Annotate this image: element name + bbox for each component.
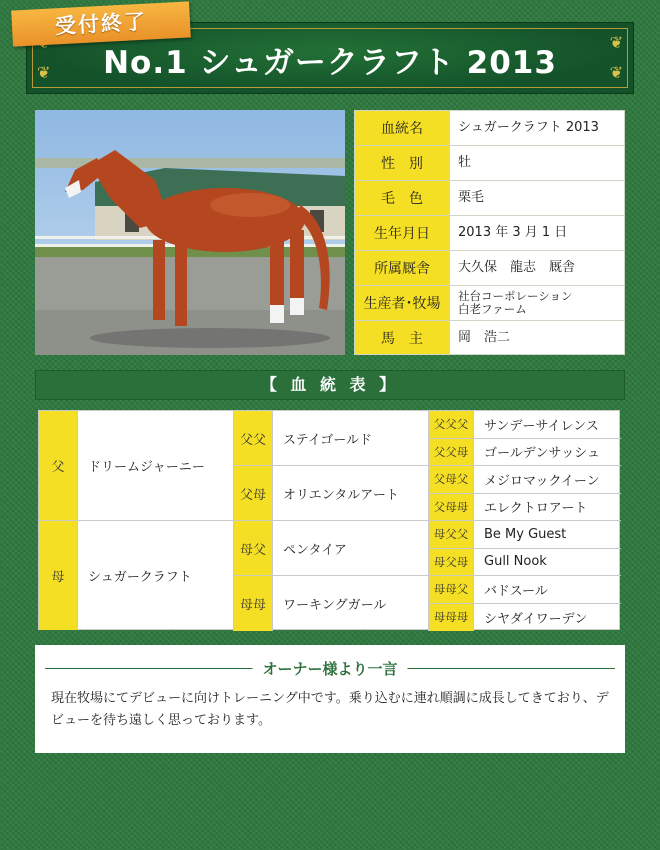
pedigree-name: ドリームジャーニー — [88, 460, 205, 475]
pedigree-cell-gen3 — [429, 494, 621, 522]
info-value: 2013 年 3 月 1 日 — [458, 225, 568, 240]
ornament-icon: ❦ — [37, 63, 51, 82]
pedigree-label: 父母 — [234, 466, 273, 520]
pedigree-name: バドスール — [484, 583, 548, 599]
pedigree-cell-dam — [39, 521, 234, 631]
pedigree-label: 母父母 — [429, 549, 474, 576]
pedigree-cell-gen3 — [429, 549, 621, 577]
pedigree-table — [38, 410, 620, 630]
pedigree-name: ゴールデンサッシュ — [484, 446, 600, 462]
info-label: 血統名 — [355, 111, 450, 145]
pedigree-name: ペンタイア — [283, 542, 347, 558]
pedigree-name: メジロマックイーン — [484, 473, 600, 489]
info-row-birthdate — [355, 216, 624, 251]
pedigree-name: サンデーサイレンス — [484, 418, 599, 434]
pedigree-label: 母父父 — [429, 521, 474, 548]
page-title: No.1 シュガークラフト 2013 — [103, 45, 557, 81]
info-value: 牡 — [458, 155, 472, 170]
ornament-icon: ❦ — [609, 63, 623, 82]
info-value: 大久保 龍志 厩舎 — [458, 260, 576, 275]
owner-message-text: 現在牧場にてデビューに向けトレーニング中です。乗り込むに連れ順調に成長してきており、デビューを待ち遠しく思っております。 — [51, 691, 609, 728]
horse-info-table — [354, 110, 625, 355]
pedigree-label: 父母母 — [429, 494, 474, 521]
pedigree-label: 父 — [39, 411, 78, 520]
pedigree-name: Gull Nook — [484, 554, 547, 570]
info-row-owner — [355, 321, 624, 354]
owner-message-box — [35, 645, 625, 753]
pedigree-name: シヤダイワーデン — [484, 611, 588, 627]
info-row-breeder — [355, 286, 624, 321]
pedigree-name: エレクトロアート — [484, 501, 588, 517]
info-label: 生年月日 — [355, 216, 450, 250]
pedigree-label: 父父母 — [429, 439, 474, 466]
info-label: 所属厩舎 — [355, 251, 450, 285]
pedigree-label: 父母父 — [429, 466, 474, 493]
pedigree-label: 母母 — [234, 576, 273, 631]
pedigree-label: 母母母 — [429, 604, 474, 632]
pedigree-cell-gen2 — [234, 521, 429, 576]
info-value: 栗毛 — [458, 190, 485, 205]
info-label: 馬 主 — [355, 321, 450, 354]
info-value: 社台コーポレーション 白老ファーム — [458, 289, 573, 316]
pedigree-cell-gen3 — [429, 576, 621, 604]
pedigree-label: 母父 — [234, 521, 273, 575]
info-value: シュガークラフト 2013 — [458, 120, 599, 135]
info-label: 生産者･牧場 — [355, 286, 450, 320]
info-row-pedigree-name — [355, 111, 624, 146]
pedigree-cell-gen3 — [429, 411, 621, 439]
pedigree-cell-gen2 — [234, 466, 429, 521]
owner-message-title: オーナー様より一言 — [252, 658, 407, 679]
info-value: 岡 浩二 — [458, 329, 511, 345]
info-label: 性 別 — [355, 146, 450, 180]
pedigree-label: 父父父 — [429, 411, 474, 438]
info-label: 毛 色 — [355, 181, 450, 215]
info-row-sex — [355, 146, 624, 181]
pedigree-section-title: 【 血 統 表 】 — [35, 370, 625, 400]
pedigree-cell-gen3 — [429, 521, 621, 549]
ornament-icon: ❦ — [609, 33, 623, 52]
pedigree-name: ステイゴールド — [283, 432, 373, 448]
pedigree-cell-gen2 — [234, 576, 429, 631]
pedigree-name: Be My Guest — [484, 526, 567, 542]
pedigree-cell-sire — [39, 411, 234, 521]
pedigree-cell-gen2 — [234, 411, 429, 466]
pedigree-label: 母母父 — [429, 576, 474, 603]
pedigree-cell-gen3 — [429, 439, 621, 467]
pedigree-cell-gen3 — [429, 604, 621, 632]
pedigree-label: 父父 — [234, 411, 273, 465]
pedigree-name: オリエンタルアート — [283, 487, 399, 503]
info-row-stable — [355, 251, 624, 286]
pedigree-label: 母 — [39, 521, 78, 630]
horse-photo — [35, 110, 345, 355]
pedigree-cell-gen3 — [429, 466, 621, 494]
info-row-coat — [355, 181, 624, 216]
pedigree-name: シュガークラフト — [88, 570, 192, 585]
pedigree-name: ワーキングガール — [283, 598, 387, 613]
status-badge: 受付終了 — [11, 1, 191, 46]
horse-image — [35, 110, 345, 355]
